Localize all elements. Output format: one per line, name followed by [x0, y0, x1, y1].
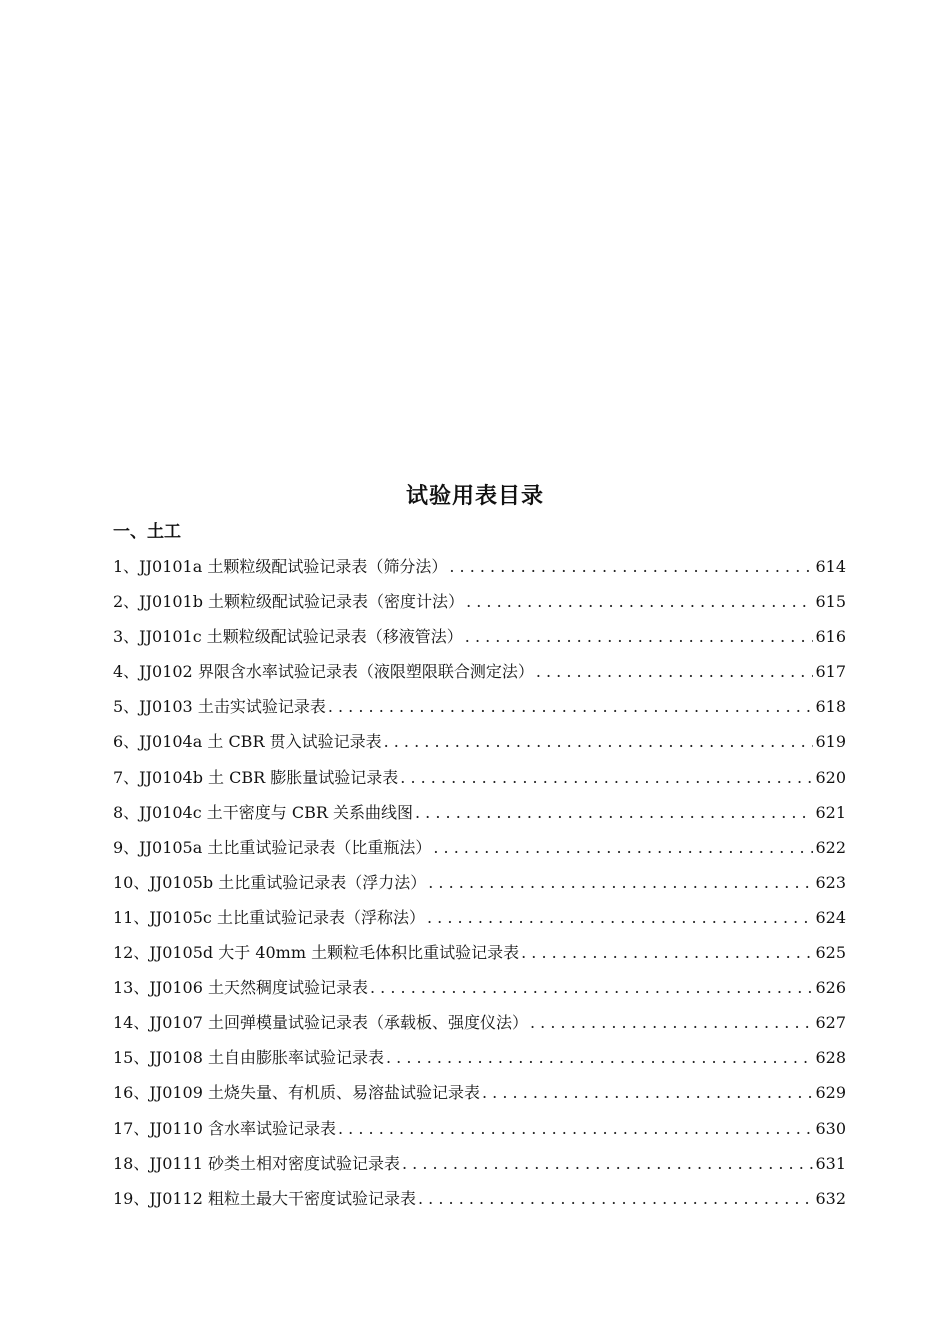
- toc-entry-text: 10、JJ0105b 土比重试验记录表（浮力法）: [113, 872, 427, 892]
- toc-entry-page: 617: [815, 662, 846, 682]
- toc-entry-page: 626: [815, 978, 846, 998]
- toc-entry-page: 623: [815, 872, 846, 892]
- toc-entry-text: 1、JJ0101a 土颗粒级配试验记录表（筛分法）: [113, 557, 448, 576]
- toc-entry-page: 627: [815, 1013, 846, 1033]
- toc-entry: [113, 764, 846, 799]
- toc-entry-page: 619: [815, 732, 846, 752]
- toc-leader-dots: [415, 799, 813, 827]
- toc-entry: [113, 939, 846, 974]
- toc-entry-page: 629: [815, 1083, 846, 1103]
- toc-entry-text: 14、JJ0107 土回弹模量试验记录表（承载板、强度仪法）: [113, 1013, 528, 1033]
- toc-entry: [113, 834, 846, 869]
- toc-entry-text: 6、JJ0104a 土 CBR 贯入试验记录表: [113, 732, 382, 752]
- toc-entry-page: 624: [815, 907, 846, 927]
- toc-leader-dots: [433, 834, 813, 862]
- toc-entry-page: 622: [815, 837, 846, 857]
- toc-entry: [113, 799, 846, 834]
- toc-leader-dots: [465, 623, 814, 651]
- toc-leader-dots: [328, 693, 814, 721]
- toc-entry: [113, 553, 846, 588]
- toc-leader-dots: [536, 658, 814, 686]
- toc-entry: [113, 588, 846, 623]
- toc-entry-page: 621: [815, 802, 846, 822]
- toc-entry: [113, 1115, 846, 1150]
- toc-entry-text: 16、JJ0109 土烧失量、有机质、易溶盐试验记录表: [113, 1083, 480, 1103]
- toc-leader-dots: [338, 1115, 813, 1143]
- toc-entry-text: 12、JJ0105d 大于 40mm 土颗粒毛体积比重试验记录表: [113, 943, 520, 963]
- toc-leader-dots: [449, 553, 813, 581]
- toc-entry: [113, 869, 846, 904]
- toc-entry-page: 628: [815, 1048, 846, 1068]
- toc-entry-text: 18、JJ0111 砂类土相对密度试验记录表: [113, 1153, 400, 1173]
- toc-entry-text: 3、JJ0101c 土颗粒级配试验记录表（移液管法）: [113, 627, 463, 647]
- toc-title: 试验用表目录: [405, 484, 544, 509]
- toc-entry-text: 19、JJ0112 粗粒土最大干密度试验记录表: [113, 1188, 416, 1208]
- toc-entry: [113, 623, 846, 658]
- toc-entry-page: 614: [815, 557, 846, 576]
- toc-entry-page: 618: [815, 697, 846, 717]
- toc-leader-dots: [384, 728, 814, 756]
- toc-entry: [113, 1044, 846, 1079]
- toc-leader-dots: [370, 974, 813, 1002]
- toc-entry-text: 11、JJ0105c 土比重试验记录表（浮称法）: [113, 907, 425, 927]
- toc-list: [113, 553, 846, 1220]
- toc-leader-dots: [466, 588, 813, 616]
- toc-entry-text: 8、JJ0104c 土干密度与 CBR 关系曲线图: [113, 802, 413, 822]
- toc-leader-dots: [418, 1185, 813, 1213]
- toc-entry-page: 625: [815, 943, 846, 963]
- toc-entry-page: 616: [815, 627, 846, 647]
- toc-entry: [113, 728, 846, 763]
- toc-entry-text: 4、JJ0102 界限含水率试验记录表（液限塑限联合测定法）: [113, 662, 534, 682]
- toc-leader-dots: [530, 1009, 813, 1037]
- toc-leader-dots: [386, 1044, 813, 1072]
- section-heading: 一、土工: [113, 522, 181, 542]
- toc-entry: [113, 904, 846, 939]
- toc-leader-dots: [521, 939, 813, 967]
- toc-entry-page: 620: [815, 767, 846, 787]
- toc-entry: [113, 1079, 846, 1114]
- toc-entry-text: 5、JJ0103 土击实试验记录表: [113, 697, 326, 717]
- toc-leader-dots: [402, 1150, 813, 1178]
- toc-entry: [113, 658, 846, 693]
- toc-entry: [113, 1009, 846, 1044]
- toc-entry-page: 632: [815, 1188, 846, 1208]
- toc-entry: [113, 974, 846, 1009]
- toc-entry-text: 15、JJ0108 土自由膨胀率试验记录表: [113, 1048, 384, 1068]
- toc-leader-dots: [482, 1079, 813, 1107]
- toc-leader-dots: [428, 869, 813, 897]
- toc-leader-dots: [400, 764, 813, 792]
- toc-entry: [113, 693, 846, 728]
- toc-leader-dots: [427, 904, 813, 932]
- toc-entry-page: 615: [815, 592, 846, 612]
- toc-entry-text: 2、JJ0101b 土颗粒级配试验记录表（密度计法）: [113, 592, 465, 612]
- toc-entry-page: 631: [815, 1153, 846, 1173]
- toc-entry: [113, 1185, 846, 1220]
- toc-entry-text: 9、JJ0105a 土比重试验记录表（比重瓶法）: [113, 837, 432, 857]
- toc-entry-text: 13、JJ0106 土天然稠度试验记录表: [113, 978, 368, 998]
- toc-entry-text: 17、JJ0110 含水率试验记录表: [113, 1118, 336, 1138]
- toc-entry-page: 630: [815, 1118, 846, 1138]
- toc-entry: [113, 1150, 846, 1185]
- toc-entry-text: 7、JJ0104b 土 CBR 膨胀量试验记录表: [113, 767, 399, 787]
